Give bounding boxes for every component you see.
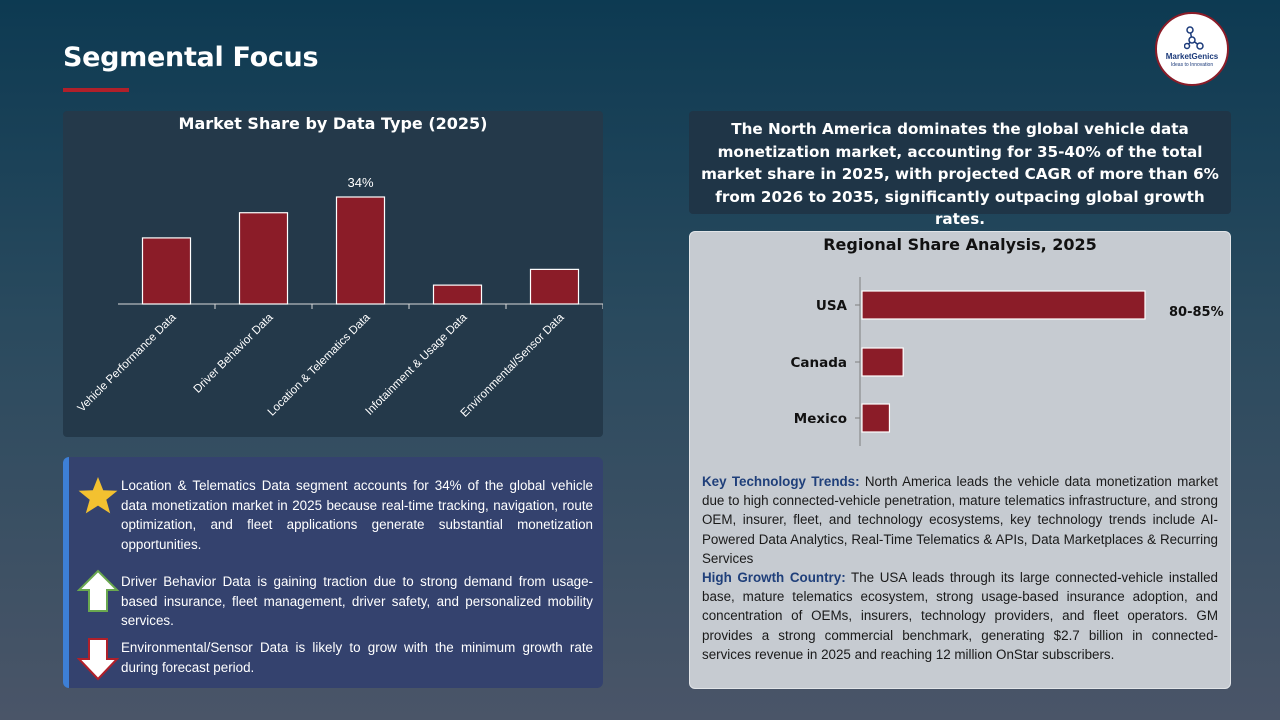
regional-share-panel (689, 231, 1231, 689)
bar (337, 197, 385, 304)
company-logo (1155, 12, 1229, 86)
category-label: Vehicle Performance Data (75, 311, 179, 415)
data-label: 34% (347, 175, 374, 190)
growth-text: The USA leads through its large connected-vehicle installed base, mature telematics ecosystem, strong usage-based insurance adoption, and concentration of OEMs, insurers, technology providers, and fleet operators. GM provides a strong commercial benchmark, generating $2.7 billion in connected-services revenue in 2025 and reaching 12 million OnStar subscribers. (702, 570, 1218, 662)
bar (531, 269, 579, 304)
regional-share-chart (690, 232, 1230, 462)
up-arrow-icon (77, 569, 119, 618)
bar (862, 291, 1145, 319)
title-underline (63, 88, 129, 92)
category-label: Infotainment & Usage Data (363, 311, 470, 418)
category-label: USA (815, 298, 847, 314)
trends-text: North America leads the vehicle data monetization market due to high connected-vehicle penetration, mature telematics infrastructure, and strong OEM, insurer, fleet, and technology ecosystems, key technology trends include AI-Powered Data Analytics, Real-Time Telematics & APIs, Data Marketplaces & Recurring Services (702, 474, 1218, 566)
insight-environmental: Environmental/Sensor Data is likely to grow with the minimum growth rate during forecast period. (121, 640, 593, 675)
category-label: Location & Telematics Data (265, 311, 373, 419)
data-label: 80-85% (1169, 305, 1224, 320)
bar (240, 213, 288, 304)
trends-heading: Key Technology Trends: (702, 474, 860, 489)
network-icon (1184, 26, 1204, 50)
insights-panel (63, 457, 603, 688)
page-title: Segmental Focus (63, 42, 319, 73)
bar (862, 404, 889, 432)
regional-commentary (702, 472, 1218, 664)
data-type-chart-panel (63, 111, 603, 437)
down-arrow-icon (77, 637, 119, 686)
star-icon (77, 475, 119, 522)
category-label: Mexico (793, 411, 847, 427)
category-label: Driver Behavior Data (191, 311, 276, 396)
north-america-summary: The North America dominates the global vehicle data monetization market, accounting for 35-40% of the total market share in 2025, with projected CAGR of more than 6% from 2026 to 2035, significantly outpacing global growth rates. (689, 111, 1231, 214)
bar (434, 285, 482, 304)
insight-location: Location & Telematics Data segment accounts for 34% of the global vehicle data monetization market in 2025 because real-time tracking, navigation, route optimization, and fleet applications generate substantial monetization opportunities. (121, 478, 593, 552)
data-type-bar-chart (63, 111, 603, 437)
regional-chart-title: Regional Share Analysis, 2025 (823, 235, 1097, 254)
logo-name: MarketGenics (1165, 52, 1219, 61)
bar (143, 238, 191, 304)
growth-heading: High Growth Country: (702, 570, 846, 586)
category-label: Canada (790, 355, 847, 371)
category-label: Environmental/Sensor Data (458, 311, 567, 420)
chart-title: Market Share by Data Type (2025) (178, 114, 488, 133)
logo-tagline: Ideas to Innovation (1170, 62, 1214, 68)
bar (862, 348, 903, 376)
insight-driver-behavior: Driver Behavior Data is gaining traction due to strong demand from usage-based insurance, fleet management, driver safety, and personalized mobility services. (121, 574, 593, 628)
